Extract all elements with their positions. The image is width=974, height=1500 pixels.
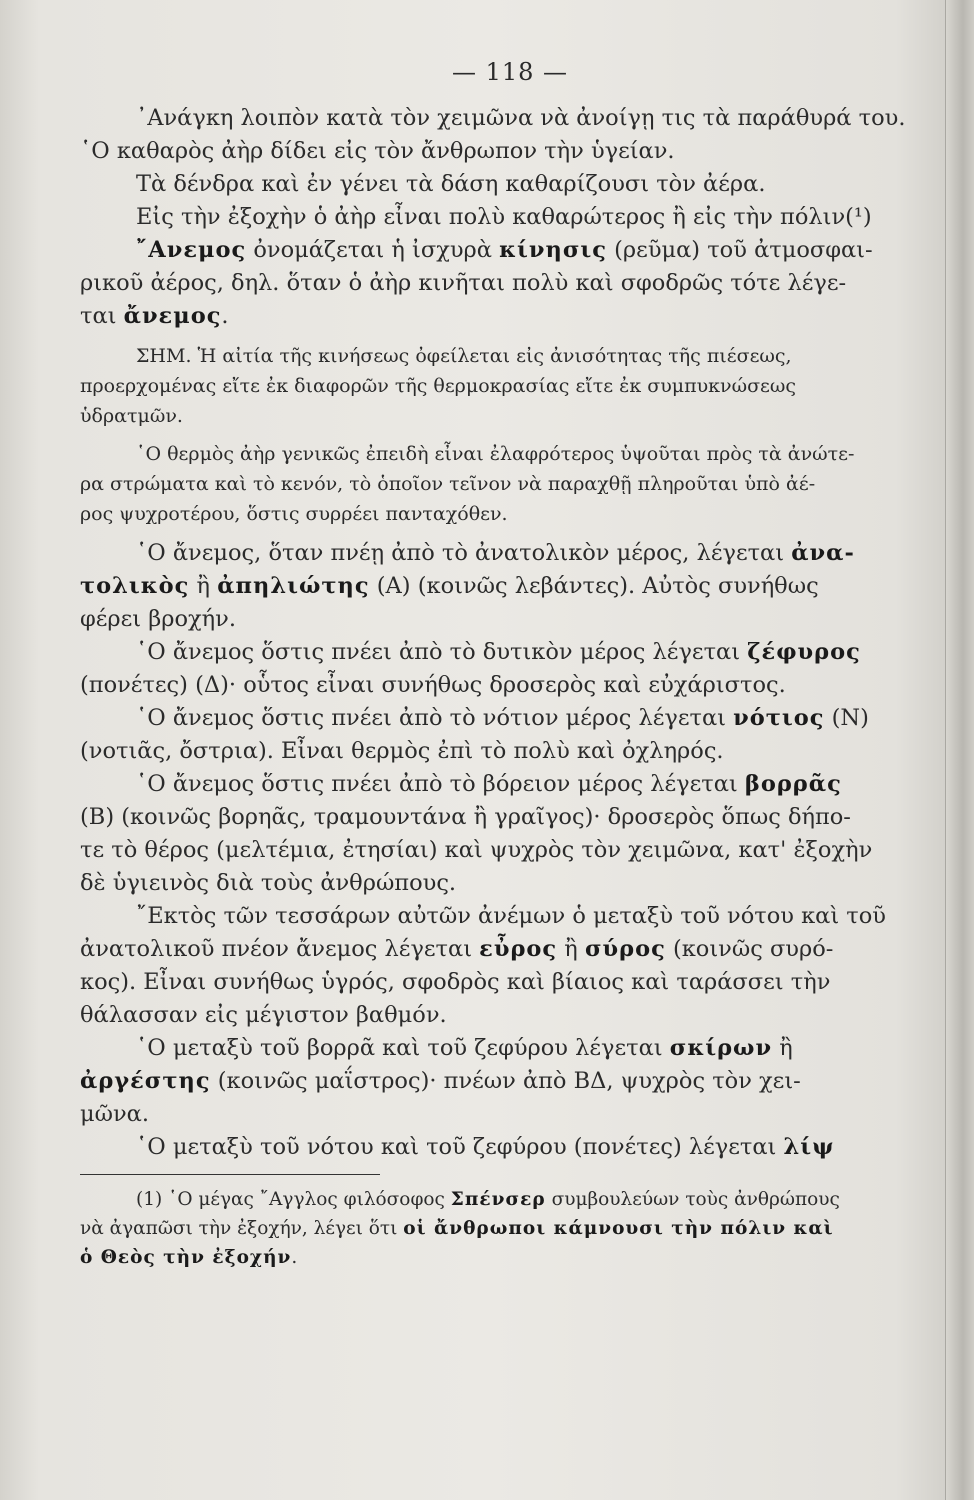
text-line xyxy=(80,234,910,267)
text-line xyxy=(80,702,910,735)
line-text: (Α) (κοινῶς λεβάντες). Αὐτὸς συνήθως xyxy=(369,573,819,599)
bold-term: εὖρος xyxy=(479,936,558,962)
text-line: ΣΗΜ. Ἡ αἰτία τῆς κινήσεως ὀφείλεται εἰς ἀνισότητας τῆς πιέσεως, xyxy=(136,345,792,367)
line-text: ἢ xyxy=(189,573,218,599)
text-line: ὑδρατμῶν. xyxy=(80,405,183,427)
bold-term: κίνησις xyxy=(499,237,607,263)
line-text: ἢ xyxy=(557,936,585,962)
bold-term: νότιος xyxy=(733,705,825,731)
line-text: ἢ xyxy=(772,1035,793,1061)
line-text: ῾Ο ἄνεμος ὅστις πνέει ἀπὸ τὸ νότιον μέρος λέγεται xyxy=(136,705,734,731)
spacer xyxy=(80,529,910,537)
line-text: (Ν) xyxy=(824,705,869,731)
text-line: ρος ψυχροτέρου, ὅστις συρρέει πανταχόθεν. xyxy=(80,503,508,525)
text-line: κος). Εἶναι συνήθως ὑγρός, σφοδρὸς καὶ βίαιος καὶ ταράσσει τὴν xyxy=(80,969,831,995)
text-line: ρα στρώματα καὶ τὸ κενόν, τὸ ὁποῖον τεῖνον νὰ παραχθῇ πληροῦται ὑπὸ ἀέ- xyxy=(80,473,816,495)
text-line: ῎Εκτὸς τῶν τεσσάρων αὐτῶν ἀνέμων ὁ μεταξὺ τοῦ νότου καὶ τοῦ xyxy=(136,903,886,929)
page-number: — 118 — xyxy=(451,58,569,86)
line-text: νὰ ἀγαπῶσι τὴν ἐξοχήν, λέγει ὅτι xyxy=(80,1218,404,1239)
line-text: ῾Ο ἄνεμος ὅστις πνέει ἀπὸ τὸ δυτικὸν μέρος λέγεται xyxy=(136,639,748,665)
text-line xyxy=(80,300,910,333)
text-line: δὲ ὑγιεινὸς διὰ τοὺς ἀνθρώπους. xyxy=(80,870,457,896)
line-text: ται xyxy=(80,303,124,329)
text-line: φέρει βροχήν. xyxy=(80,606,236,632)
text-line: προερχομένας εἴτε ἐκ διαφορῶν τῆς θερμοκρασίας εἴτε ἐκ συμπυκνώσεως xyxy=(80,375,797,397)
bold-term: σύρος xyxy=(584,936,666,962)
line-text: (1) ῾Ο μέγας ῎Αγγλος φιλόσοφος xyxy=(136,1189,451,1210)
bold-term: Σπένσερ xyxy=(450,1189,546,1210)
text-line: ῾Ο θερμὸς ἀὴρ γενικῶς ἐπειδὴ εἶναι ἐλαφρότερος ὑψοῦται πρὸς τὰ ἀνώτε- xyxy=(136,443,855,465)
line-text: ῾Ο ἄνεμος ὅστις πνέει ἀπὸ τὸ βόρειον μέρος λέγεται xyxy=(136,771,745,797)
text-block xyxy=(80,58,910,1272)
spacer xyxy=(80,431,910,439)
bold-term: οἱ ἄνθρωποι κάμνουσι τὴν πόλιν καὶ xyxy=(403,1218,834,1239)
line-text: ἀνατολικοῦ πνέον ἄνεμος λέγεται xyxy=(80,936,480,962)
text-line: ρικοῦ ἀέρος, δηλ. ὅταν ὁ ἀὴρ κινῆται πολὺ καὶ σφοδρῶς τότε λέγε- xyxy=(80,270,847,296)
text-line: Τὰ δένδρα καὶ ἐν γένει τὰ δάση καθαρίζουσι τὸν ἀέρα. xyxy=(136,171,766,197)
line-text: . xyxy=(221,303,229,329)
bold-term: βορρᾶς xyxy=(744,771,842,797)
bold-term: ἀνα- xyxy=(791,540,855,566)
line-text: ῾Ο μεταξὺ τοῦ βορρᾶ καὶ τοῦ ζεφύρου λέγεται xyxy=(136,1035,670,1061)
text-line xyxy=(80,1131,910,1164)
bold-term: ζέφυρος xyxy=(747,639,861,665)
footnote-line xyxy=(80,1214,910,1243)
body-text xyxy=(80,102,910,1164)
text-line: (νοτιᾶς, ὄστρια). Εἶναι θερμὸς ἐπὶ τὸ πολὺ καὶ ὀχληρός. xyxy=(80,738,724,764)
line-text: (ρεῦμα) τοῦ ἀτμοσφαι- xyxy=(607,237,873,263)
line-text: . xyxy=(291,1247,298,1268)
text-line: μῶνα. xyxy=(80,1101,149,1127)
line-text: (κοινῶς μαΐστρος)· πνέων ἀπὸ ΒΔ, ψυχρὸς τὸν χει- xyxy=(210,1068,801,1094)
text-line: (Β) (κοινῶς βορηᾶς, τραμουντάνα ἢ γραῖγος)· δροσερὸς ὅπως δήπο- xyxy=(80,804,851,830)
page-edge xyxy=(945,0,974,1500)
bold-term: ἀπηλιώτης xyxy=(217,573,370,599)
text-line xyxy=(80,933,910,966)
text-line: θάλασσαν εἰς μέγιστον βαθμόν. xyxy=(80,1002,447,1028)
text-line xyxy=(80,570,910,603)
footnote-rule xyxy=(80,1174,380,1175)
line-text: (κοινῶς συρό- xyxy=(665,936,834,962)
footnote-line xyxy=(80,1185,910,1214)
text-line: Εἰς τὴν ἐξοχὴν ὁ ἀὴρ εἶναι πολὺ καθαρώτερος ἢ εἰς τὴν πόλιν(¹) xyxy=(136,204,872,230)
text-line xyxy=(80,537,910,570)
footnote-line xyxy=(80,1243,910,1272)
text-line: ᾿Ανάγκη λοιπὸν κατὰ τὸν χειμῶνα νὰ ἀνοίγῃ τις τὰ παράθυρά του. xyxy=(136,105,906,131)
line-text: ῾Ο μεταξὺ τοῦ νότου καὶ τοῦ ζεφύρου (πονέτες) λέγεται xyxy=(136,1134,784,1160)
text-line xyxy=(80,1065,910,1098)
line-text: συμβουλεύων τοὺς ἀνθρώπους xyxy=(545,1189,840,1210)
spacer xyxy=(80,333,910,341)
bold-term: ἀργέστης xyxy=(80,1068,211,1094)
footnote xyxy=(80,1185,910,1272)
bold-term: ὁ Θεὸς τὴν ἐξοχήν xyxy=(80,1247,292,1268)
text-line xyxy=(80,1032,910,1065)
bold-term: λίψ xyxy=(783,1134,835,1160)
line-text: ῾Ο ἄνεμος, ὅταν πνέῃ ἀπὸ τὸ ἀνατολικὸν μέρος, λέγεται xyxy=(136,540,792,566)
bold-term: ῎Ανεμος xyxy=(136,237,247,263)
text-line: (πονέτες) (Δ)· οὗτος εἶναι συνήθως δροσερὸς καὶ εὐχάριστος. xyxy=(80,672,786,698)
bold-term: τολικὸς xyxy=(80,573,190,599)
bold-term: σκίρων xyxy=(669,1035,773,1061)
text-line: ῾Ο καθαρὸς ἀὴρ δίδει εἰς τὸν ἄνθρωπον τὴν ὑγείαν. xyxy=(80,138,675,164)
line-text: ὀνομάζεται ἡ ἰσχυρὰ xyxy=(246,237,500,263)
text-line xyxy=(80,768,910,801)
bold-term: ἄνεμος xyxy=(123,303,222,329)
text-line xyxy=(80,636,910,669)
text-line: τε τὸ θέρος (μελτέμια, ἐτησίαι) καὶ ψυχρὸς τὸν χειμῶνα, κατ' ἐξοχὴν xyxy=(80,837,873,863)
